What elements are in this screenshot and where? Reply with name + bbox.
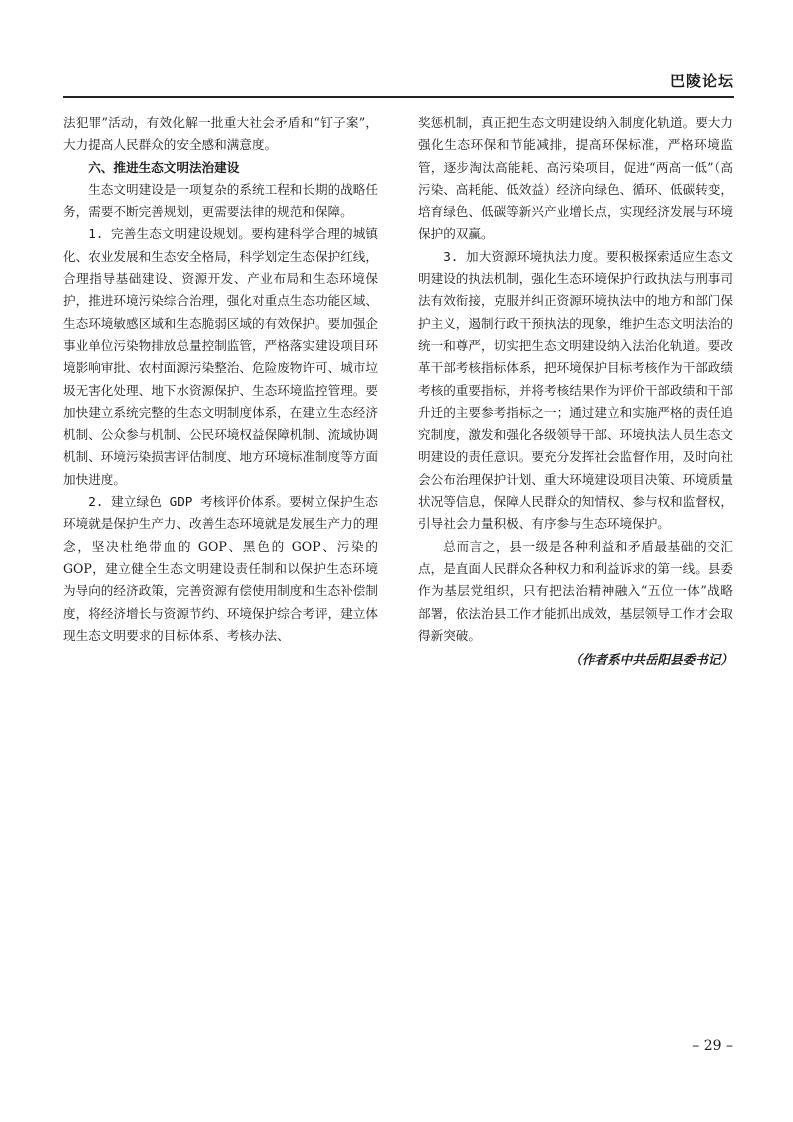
page-number: – 29 –: [692, 1038, 733, 1054]
paragraph: [418, 246, 733, 536]
paragraph: [63, 223, 378, 491]
subheading: 2. 建立绿色 GDP 考核评价体系。: [88, 494, 290, 510]
running-header: [63, 70, 734, 92]
paragraph-body: 要构建科学合理的城镇化、农业发展和生态安全格局，科学划定生态保护红线，合理指导基础建设、资源开发、产业布局和生态环境保护，推进环境污染综合治理，强化对重点生态功能区域、生态环境敏感区域和生态脆弱区域的有效保护。要加强企事业单位污染物排放总量控制监管，严格落实建设项目环境影响审批、农村面源污染整治、危险废物许可、城市垃圾无害化处理、地下水资源保护、生态环境监控管理。要加快建立系统完整的生态文明制度体系，在建立生态经济机制、公众参与机制、公民环境权益保障机制、流域协调机制、环境污染损害评估制度、地方环境标准制度等方面加快进度。: [63, 226, 379, 487]
paragraph: [63, 491, 378, 647]
section-heading: 六、推进生态文明法治建设: [88, 159, 240, 175]
subheading: 1. 完善生态文明建设规划。: [88, 226, 251, 242]
author-note: （作者系中共岳阳县委书记）: [569, 652, 733, 668]
journal-name: 巴陵论坛: [669, 72, 734, 90]
left-column: [63, 112, 378, 647]
right-column: [418, 112, 733, 671]
subheading: 3. 加大资源环境执法力度。: [443, 248, 606, 264]
paragraph: 奖惩机制，真正把生态文明建设纳入制度化轨道。要大力强化生态环保和节能减排，提高环保标准，严格环境监管，逐步淘汰高能耗、高污染项目，促进“两高一低”（高污染、高耗能、低效益）经济向绿色、循环、低碳转变，培育绿色、低碳等新兴产业增长点，实现经济发展与环境保护的双赢。: [418, 115, 733, 242]
paragraph: 总而言之，县一级是各种利益和矛盾最基础的交汇点，是直面人民群众各种权力和利益诉求的第一线。县委作为基层党组织，只有把法治精神融入“五位一体”战略部署，依法治县工作才能抓出成效，基层领导工作才会取得新突破。: [418, 538, 733, 643]
paragraph: 生态文明建设是一项复杂的系统工程和长期的战略任务，需要不断完善规划，更需要法律的规范和保障。: [63, 181, 378, 220]
paragraph: 法犯罪”活动，有效化解一批重大社会矛盾和“钉子案”，大力提高人民群众的安全感和满意度。: [63, 115, 378, 153]
paragraph-body: 要积极探索适应生态文明建设的执法机制，强化生态环境保护行政执法与刑事司法有效衔接，克服并纠正资源环境执法中的地方和部门保护主义，遏制行政干预执法的现象，维护生态文明法治的统一和尊严，切实把生态文明建设纳入法治化轨道。要改革干部考核指标体系，把环境保护目标考核作为干部政绩考核的重要指标，并将考核结果作为评价干部政绩和干部升迁的主要参考指标之一；通过建立和实施严格的责任追究制度，激发和强化各级领导干部、环境执法人员生态文明建设的责任意识。要充分发挥社会监督作用，及时向社会公布治理保护计划、重大环境建设项目决策、环境质量状况等信息，保障人民群众的知情权、参与权和监督权，引导社会力量积极、有序参与生态环境保护。: [418, 248, 734, 532]
header-rule: [63, 96, 734, 98]
paragraph-body: 要树立保护生态环境就是保护生产力、改善生态环境就是发展生产力的理念，坚决杜绝带血的 GOP、黑色的 GOP、污染的 GOP，建立健全生态文明建设责任制和以保护生态环境为导向的经济政策，完善资源有偿使用制度和生态补偿制度，将经济增长与资源节约、环境保护综合考评，建立体现生态文明要求的目标体系、考核办法、: [63, 494, 378, 643]
